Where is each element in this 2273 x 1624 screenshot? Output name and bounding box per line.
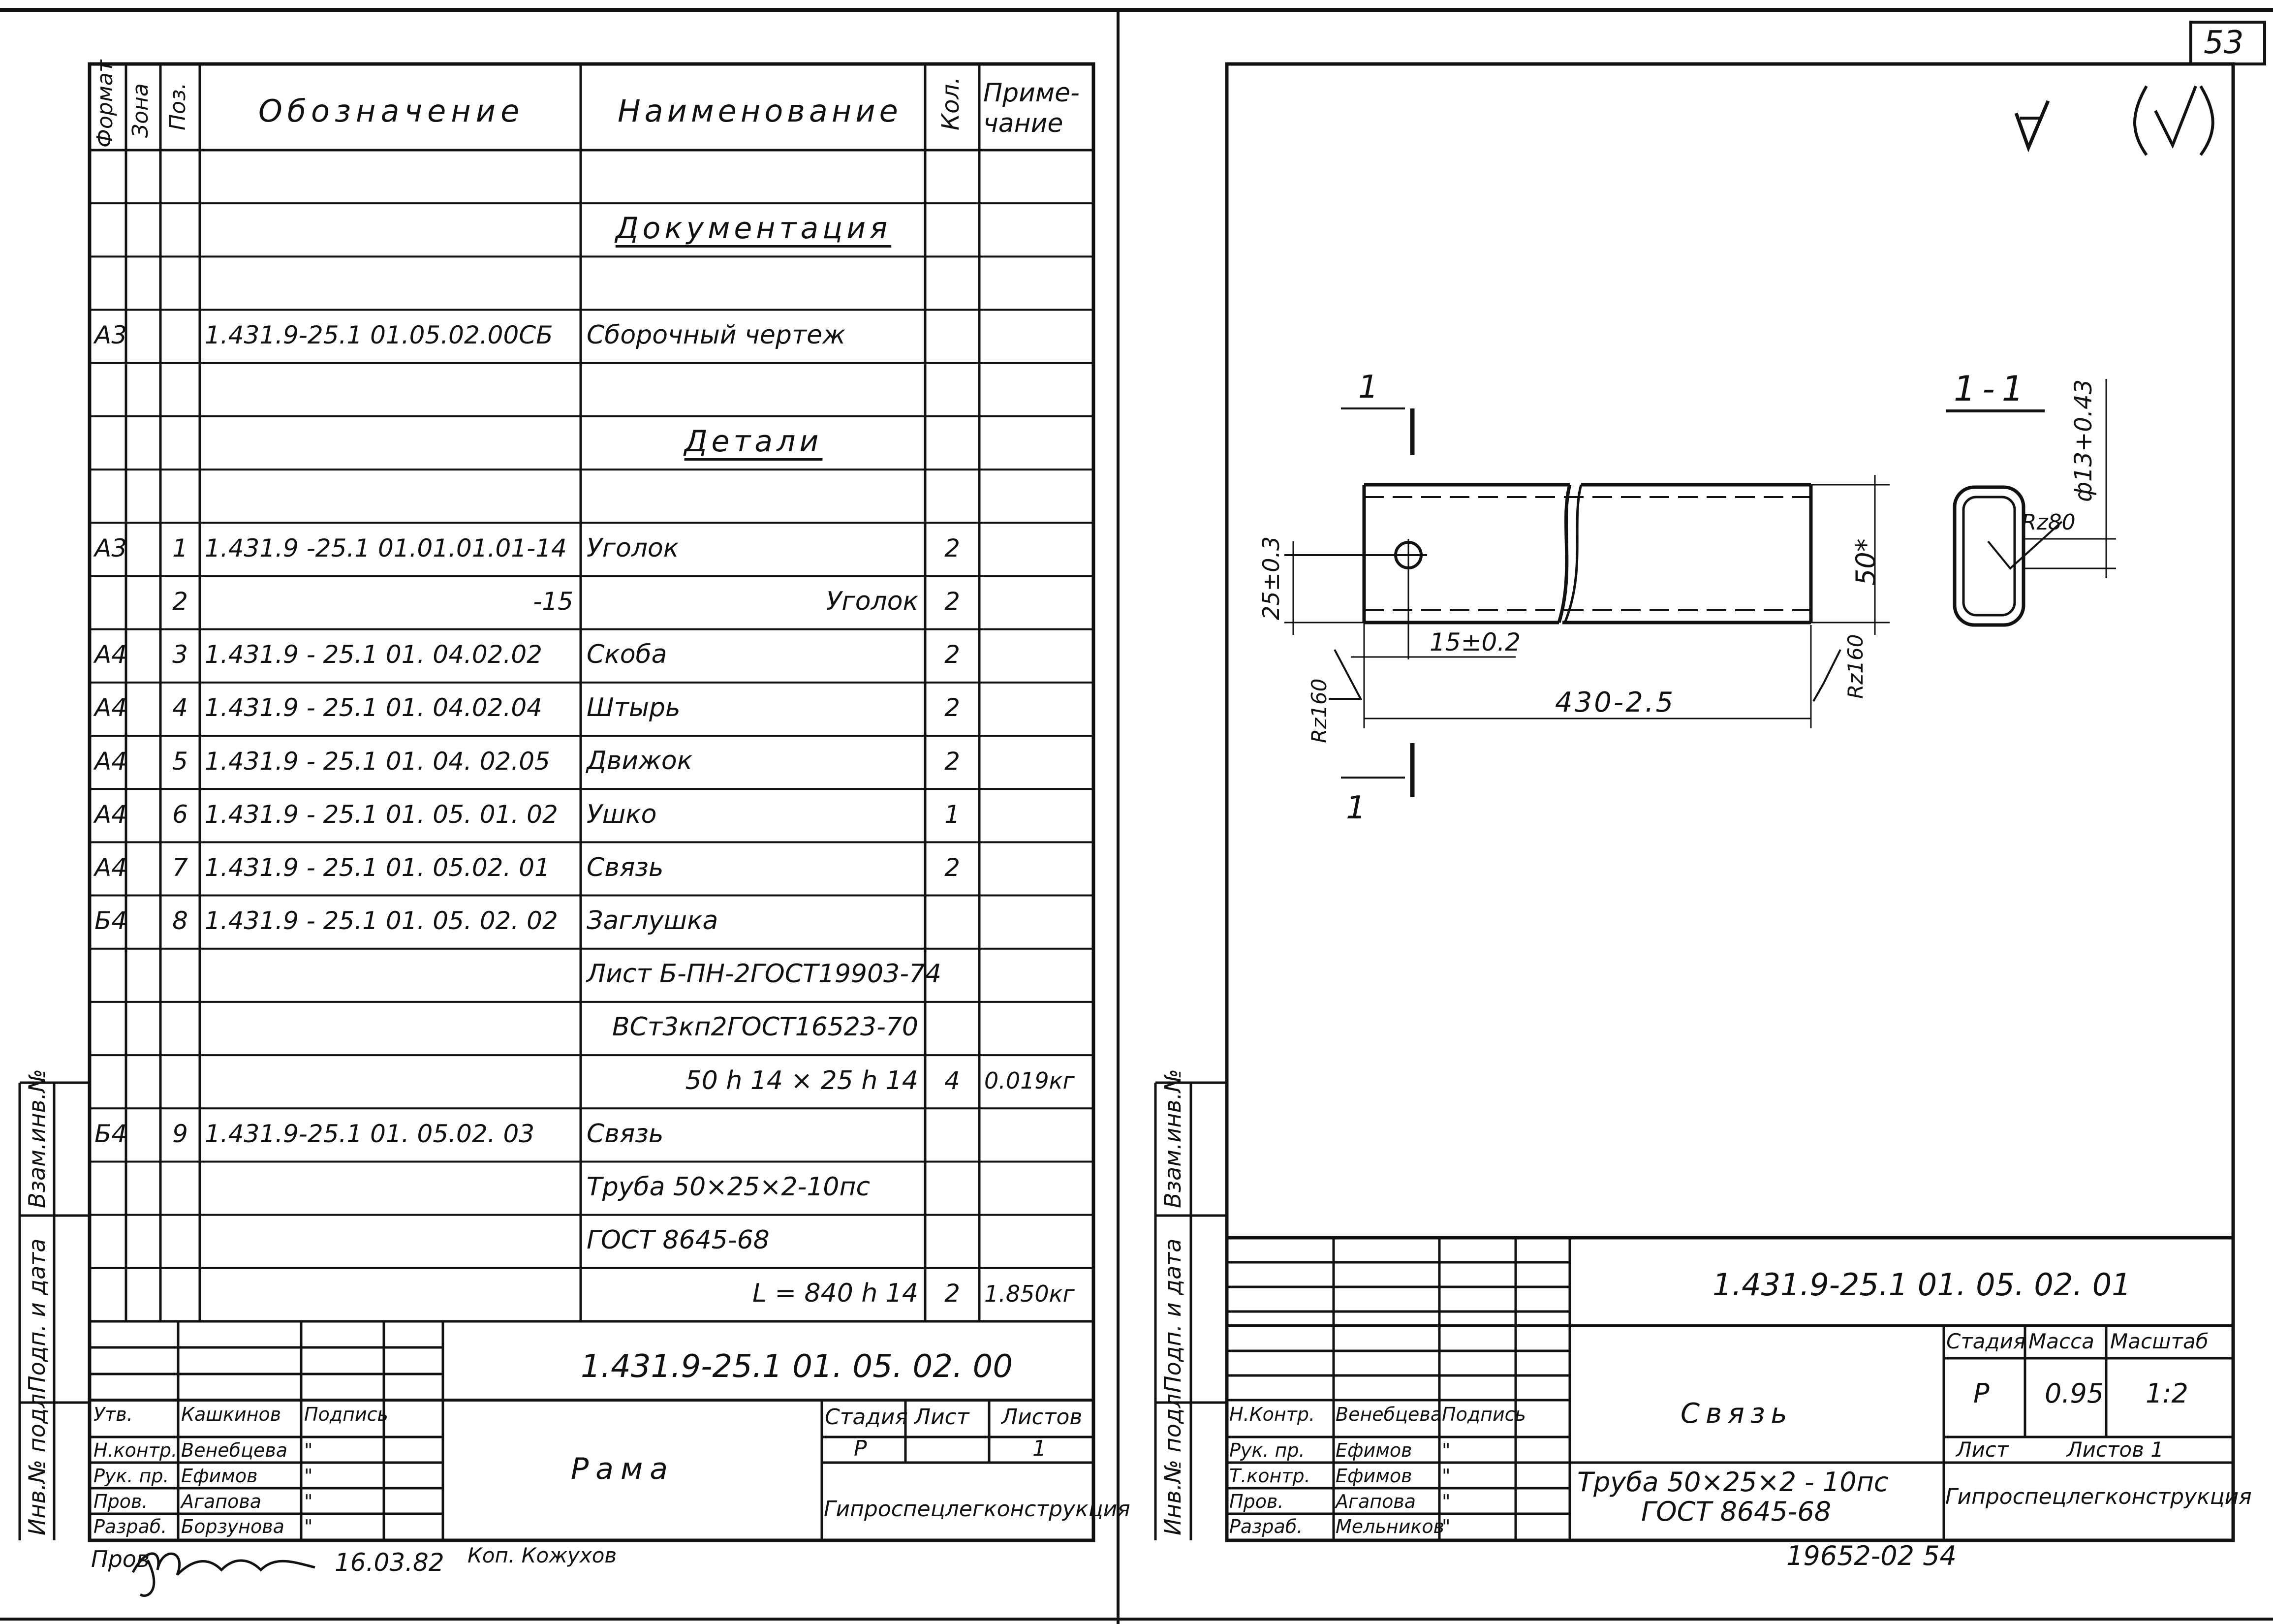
spec-cell-format: А4 <box>94 747 127 776</box>
side-label-replace: Взам.инв.№ <box>24 1068 50 1208</box>
dim-hole-dia: ф13+0.43 <box>2070 379 2097 502</box>
left-sheets-label: Листов <box>1001 1405 1083 1430</box>
signer-sign: " <box>1442 1439 1451 1461</box>
right-side-label-sign: Подп. и дата <box>1159 1238 1186 1393</box>
spec-cell-qty: 2 <box>944 747 960 776</box>
dim-length: 430-2.5 <box>1555 687 1676 718</box>
signer-name: Ефимов <box>181 1465 258 1487</box>
spec-cell-designation: 1.431.9 - 25.1 01. 05.02. 01 <box>205 853 550 882</box>
spec-cell-name: Лист Б-ПН-2ГОСТ19903-74 <box>587 959 942 989</box>
signer-sign: " <box>1442 1516 1451 1537</box>
signer-name: Венебцева <box>181 1439 288 1461</box>
spec-cell-designation: 1.431.9-25.1 01.05.02.00СБ <box>205 321 553 350</box>
left-footer-copy: Коп. Кожухов <box>467 1543 617 1567</box>
left-sheets-value: 1 <box>1032 1436 1046 1461</box>
spec-cell-qty: 2 <box>944 587 960 616</box>
left-sheet-label: Лист <box>914 1405 969 1430</box>
spec-cell-name: Связь <box>587 1119 664 1149</box>
right-title-name: Связь <box>1681 1398 1793 1430</box>
spec-cell-name: Заглушка <box>587 906 718 936</box>
signer-role: Рук. пр. <box>93 1465 169 1487</box>
signer-role: Н.Контр. <box>1229 1404 1315 1425</box>
spec-cell-name: Труба 50×25×2-10пс <box>587 1172 871 1202</box>
spec-cell-format: А4 <box>94 693 127 722</box>
signer-name: Ефимов <box>1336 1465 1412 1487</box>
spec-cell-format: А4 <box>94 800 127 829</box>
right-scale-value: 1:2 <box>2146 1378 2188 1409</box>
header-pos: Поз. <box>165 82 190 130</box>
right-mass-value: 0.95 <box>2045 1378 2104 1409</box>
spec-cell-qty: 1 <box>944 800 960 829</box>
spec-cell-name: Штырь <box>587 693 681 723</box>
section-label: 1-1 <box>1954 369 2031 409</box>
dim-roughness-left: Rz160 <box>1307 678 1331 743</box>
left-stage-value: Р <box>854 1436 867 1461</box>
signer-role: Т.контр. <box>1229 1465 1310 1487</box>
signer-name: Агапова <box>181 1491 262 1512</box>
page-number: 53 <box>2204 25 2244 61</box>
spec-cell-designation: 1.431.9 - 25.1 01. 04. 02.05 <box>205 747 550 776</box>
cut-label-bottom: 1 <box>1346 790 1366 826</box>
dim-hole-x: 15±0.2 <box>1430 628 1521 656</box>
signer-sign: " <box>304 1465 313 1487</box>
spec-cell-format: А3 <box>94 321 127 350</box>
spec-cell-pos: 5 <box>172 747 188 776</box>
spec-cell-pos: 6 <box>172 800 188 829</box>
cut-label-top: 1 <box>1358 369 1378 406</box>
spec-cell-qty: 4 <box>944 1066 960 1095</box>
spec-cell-format: А4 <box>94 853 127 882</box>
side-label-inv: Инв.№ подл. <box>24 1386 50 1535</box>
spec-cell-format: А3 <box>94 533 127 562</box>
spec-cell-name: L = 840 h 14 <box>752 1279 918 1309</box>
spec-cell-name: Документация <box>615 211 892 246</box>
spec-cell-name: ВСт3кп2ГОСТ16523-70 <box>612 1012 918 1042</box>
header-qty: Кол. <box>937 76 965 130</box>
spec-cell-designation: 1.431.9 - 25.1 01. 04.02.02 <box>205 640 542 669</box>
spec-cell-pos: 2 <box>172 587 188 616</box>
spec-cell-format: А4 <box>94 640 127 669</box>
right-mass-label: Масса <box>2028 1329 2094 1353</box>
header-zone: Зона <box>128 83 153 138</box>
spec-cell-name: Сборочный чертеж <box>587 320 845 350</box>
spec-cell-name: Ушко <box>587 799 657 829</box>
spec-cell-designation: 1.431.9 - 25.1 01. 05. 02. 02 <box>205 906 558 936</box>
right-sheet-label: Лист <box>1956 1437 2009 1462</box>
header-note: Приме- чание <box>983 78 1080 139</box>
right-sheets-label: Листов 1 <box>2067 1437 2164 1462</box>
right-side-label-replace: Взам.инв.№ <box>1159 1068 1186 1208</box>
spec-cell-name: Движок <box>587 746 693 776</box>
spec-cell-name: Уголок <box>587 533 679 563</box>
spec-cell-pos: 3 <box>172 640 188 669</box>
signer-name: Борзунова <box>181 1516 284 1537</box>
dim-height: 50* <box>1850 538 1881 586</box>
right-stage-label: Стадия <box>1946 1329 2026 1353</box>
spec-cell-note: 1.850кг <box>984 1280 1075 1307</box>
spec-cell-name: Скоба <box>587 640 667 670</box>
spec-cell-qty: 2 <box>944 1279 960 1308</box>
spec-cell-pos: 9 <box>172 1119 188 1148</box>
right-material-2: ГОСТ 8645-68 <box>1641 1496 1832 1527</box>
dim-roughness-right: Rz160 <box>1843 634 1868 699</box>
signer-role: Пров. <box>93 1491 148 1512</box>
header-name: Наименование <box>618 93 902 129</box>
spec-cell-pos: 4 <box>172 693 188 722</box>
right-side-label-inv: Инв.№ подл. <box>1159 1386 1186 1535</box>
signer-sign: " <box>304 1491 313 1512</box>
spec-cell-designation: 1.431.9-25.1 01. 05.02. 03 <box>205 1119 535 1148</box>
spec-cell-name: Детали <box>684 424 823 459</box>
signer-role: Разраб. <box>1229 1516 1303 1537</box>
side-label-sign: Подп. и дата <box>24 1238 50 1393</box>
header-designation: Обозначение <box>258 93 525 129</box>
left-title-code: 1.431.9-25.1 01. 05. 02. 00 <box>581 1348 1013 1385</box>
signer-name: Агапова <box>1336 1491 1416 1512</box>
signer-role: Разраб. <box>93 1516 167 1537</box>
right-scale-label: Масштаб <box>2110 1329 2209 1353</box>
spec-cell-name: ГОСТ 8645-68 <box>587 1225 770 1255</box>
spec-cell-pos: 7 <box>172 853 188 882</box>
spec-cell-name: Связь <box>587 852 664 882</box>
spec-cell-pos: 1 <box>172 533 188 562</box>
signer-sign: Подпись <box>304 1404 388 1425</box>
signer-name: Кашкинов <box>181 1404 281 1425</box>
signer-role: Н.контр. <box>93 1439 178 1461</box>
spec-cell-designation: 1.431.9 -25.1 01.01.01.01-14 <box>205 533 567 562</box>
spec-cell-qty: 2 <box>944 853 960 882</box>
signer-name: Венебцева <box>1336 1404 1442 1425</box>
spec-cell-pos: 8 <box>172 906 188 936</box>
right-title-code: 1.431.9-25.1 01. 05. 02. 01 <box>1713 1267 2131 1303</box>
signer-name: Ефимов <box>1336 1439 1412 1461</box>
signer-sign: Подпись <box>1442 1404 1526 1425</box>
spec-cell-note: 0.019кг <box>984 1067 1075 1094</box>
header-format: Формат <box>93 60 118 148</box>
spec-cell-designation: 1.431.9 - 25.1 01. 05. 01. 02 <box>205 800 558 829</box>
spec-cell-name: Уголок <box>826 586 918 616</box>
left-title-name: Рама <box>571 1452 675 1486</box>
spec-cell-format: Б4 <box>94 1119 127 1148</box>
dim-hole-y: 25±0.3 <box>1258 536 1284 620</box>
spec-cell-name: 50 h 14 × 25 h 14 <box>685 1065 918 1095</box>
signer-role: Пров. <box>1229 1491 1284 1512</box>
dim-roughness-hole: Rz80 <box>2022 510 2076 535</box>
right-org: Гипроспецлегконструкция <box>1945 1484 2252 1509</box>
left-footer-note: Пров <box>91 1546 150 1572</box>
spec-cell-qty: 2 <box>944 640 960 669</box>
right-stage-value: Р <box>1973 1378 1990 1409</box>
signer-role: Утв. <box>93 1404 133 1425</box>
left-stage-label: Стадия <box>825 1405 908 1430</box>
spec-cell-designation: 1.431.9 - 25.1 01. 04.02.04 <box>205 693 542 722</box>
signer-sign: " <box>1442 1491 1451 1512</box>
signer-role: Рук. пр. <box>1229 1439 1305 1461</box>
signer-sign: " <box>1442 1465 1451 1487</box>
signer-name: Мельников <box>1336 1516 1444 1537</box>
left-footer-date: 16.03.82 <box>335 1548 444 1577</box>
left-org: Гипроспецлегконструкция <box>824 1497 1130 1522</box>
spec-cell-qty: 2 <box>944 533 960 562</box>
right-footer-code: 19652-02 54 <box>1786 1540 1957 1571</box>
signer-sign: " <box>304 1516 313 1537</box>
spec-cell-format: Б4 <box>94 906 127 936</box>
right-material-1: Труба 50×25×2 - 10пс <box>1577 1467 1889 1498</box>
spec-cell-designation: -15 <box>533 587 573 616</box>
signer-sign: " <box>304 1439 313 1461</box>
spec-cell-qty: 2 <box>944 693 960 722</box>
